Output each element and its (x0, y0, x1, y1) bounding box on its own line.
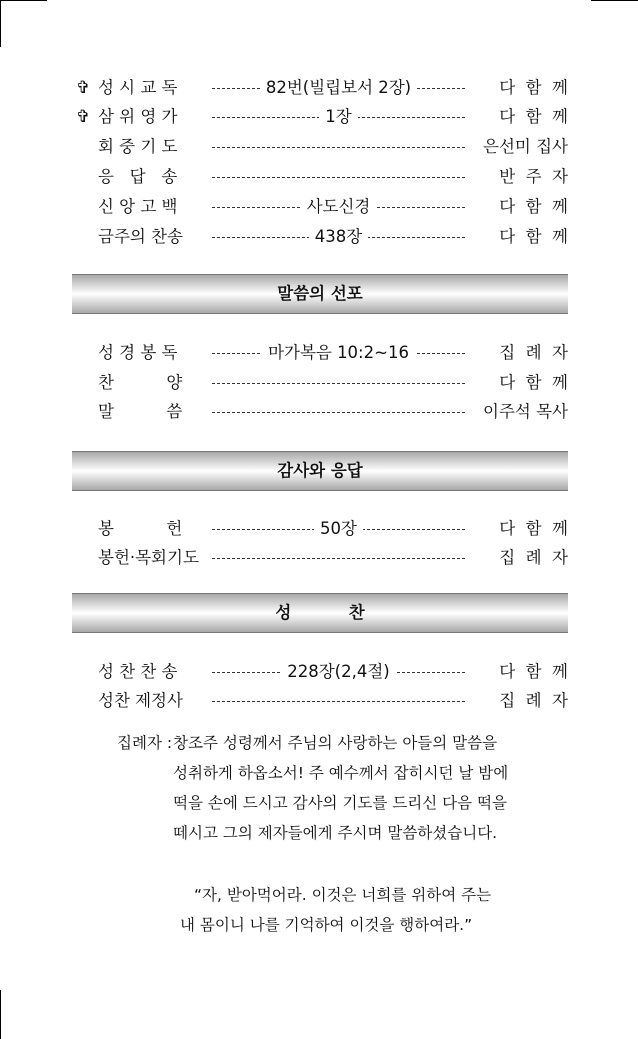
quote-line: “자, 받아먹어라. 이것은 너희를 위하여 주는 (194, 886, 492, 904)
institution-text (117, 728, 537, 848)
crop-mark-top-right-h (591, 0, 638, 1)
order-item-leader: 집 례 자 (499, 548, 568, 567)
dash-leader (212, 177, 465, 178)
order-row (72, 164, 568, 190)
dash-leader (212, 412, 465, 413)
order-item-detail: 사도신경 (301, 197, 377, 216)
prayer-line: 창조주 성령께서 주님의 사랑하는 아들의 말씀을 (173, 734, 498, 752)
order-item-label: 성찬 제정사 (98, 691, 183, 710)
order-item-leader: 다 함 께 (499, 227, 568, 246)
quote-line: 내 몸이니 나를 기억하여 이것을 행하여라.” (180, 916, 473, 934)
order-row (72, 545, 568, 571)
order-item-leader: 집 례 자 (499, 343, 568, 362)
crop-mark-top-left-v (0, 0, 1, 47)
order-item-leader: 은선미 집사 (483, 137, 568, 156)
order-row (72, 399, 568, 425)
order-row (72, 104, 568, 130)
order-item-leader: 다 함 께 (499, 107, 568, 126)
dash-leader (212, 558, 465, 559)
dash-leader (212, 701, 465, 702)
order-item-leader: 다 함 께 (499, 373, 568, 392)
dash-leader (212, 383, 465, 384)
prayer-line: 떡을 손에 드시고 감사의 기도를 드리신 다음 떡을 (173, 794, 507, 812)
order-item-detail: 82번(빌립보서 2장) (260, 78, 417, 97)
order-row (72, 340, 568, 366)
officiant-label: 집례자 : (117, 734, 173, 752)
order-item-leader: 다 함 께 (499, 197, 568, 216)
order-item-detail: 마가복음 10:2~16 (262, 343, 415, 362)
order-item-detail: 50장 (314, 519, 363, 538)
order-item-leader: 집 례 자 (499, 691, 568, 710)
order-item-label: 찬 양 (98, 373, 183, 392)
order-item-leader: 다 함 께 (499, 78, 568, 97)
section-header-response: 감사와 응답 (72, 451, 568, 491)
order-item-label: 봉 헌 (98, 519, 183, 538)
order-row (72, 134, 568, 160)
order-item-leader: 다 함 께 (499, 662, 568, 681)
order-row (72, 516, 568, 542)
order-item-detail: 1장 (319, 107, 357, 126)
order-item-label: 신 앙 고 백 (98, 197, 178, 216)
order-row (72, 659, 568, 685)
cross-icon: ✞ (76, 78, 91, 98)
order-row (72, 224, 568, 250)
order-item-label: 삼 위 영 가 (98, 107, 178, 126)
order-item-detail: 438장 (309, 227, 368, 246)
prayer-line: 성취하게 하옵소서! 주 예수께서 잡히시던 날 밤에 (173, 764, 509, 782)
order-item-label: 말 씀 (98, 402, 183, 421)
crop-mark-top-left-h (0, 0, 47, 1)
order-item-label: 성 시 교 독 (98, 78, 178, 97)
order-item-label: 응 답 송 (98, 167, 178, 186)
institution-quote (180, 880, 540, 940)
section-header-eucharist: 성 찬 (72, 593, 568, 633)
order-item-detail: 228장(2,4절) (281, 662, 396, 681)
order-row (72, 194, 568, 220)
order-item-leader: 이주석 목사 (483, 402, 568, 421)
order-item-leader: 반 주 자 (499, 167, 568, 186)
prayer-line: 떼시고 그의 제자들에게 주시며 말씀하셨습니다. (173, 824, 498, 842)
cross-icon: ✞ (76, 107, 91, 127)
order-item-label: 금주의 찬송 (98, 227, 183, 246)
order-item-label: 성 경 봉 독 (98, 343, 178, 362)
order-item-label: 회 중 기 도 (98, 137, 178, 156)
order-row (72, 688, 568, 714)
order-item-leader: 다 함 께 (499, 519, 568, 538)
dash-leader (212, 147, 465, 148)
order-item-label: 봉헌·목회기도 (98, 548, 199, 567)
order-row (72, 75, 568, 101)
section-header-word: 말씀의 선포 (72, 274, 568, 314)
order-item-label: 성 찬 찬 송 (98, 662, 178, 681)
crop-mark-bottom-left-v (0, 990, 1, 1039)
order-row (72, 370, 568, 396)
